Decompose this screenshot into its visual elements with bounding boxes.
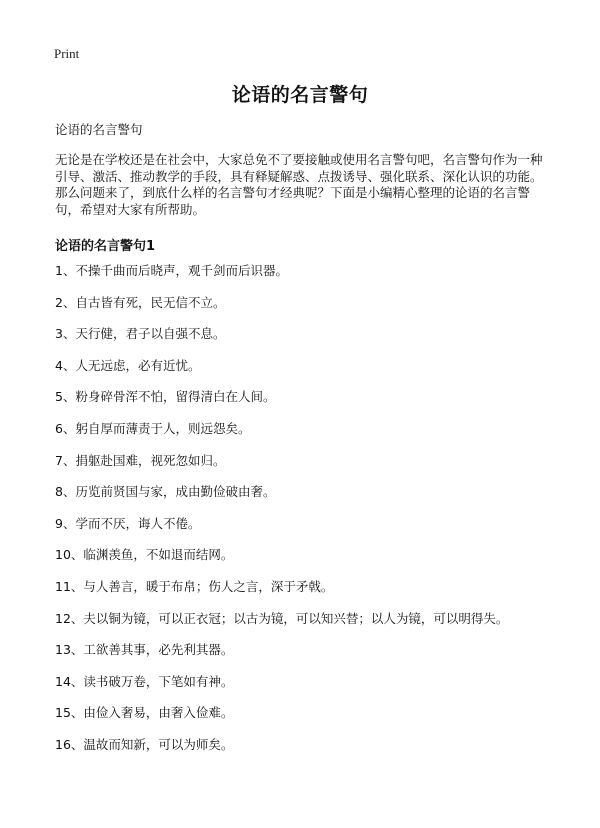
subheading: 论语的名言警句 [55,122,143,137]
section-title: 论语的名言警句1 [55,239,156,254]
quote-item: 13、工欲善其事，必先利其器。 [55,642,234,658]
quote-item: 9、学而不厌，诲人不倦。 [55,515,201,531]
quote-item: 12、夫以铜为镜，可以正衣冠；以古为镜，可以知兴替；以人为镜，可以明得失。 [55,610,509,626]
intro-paragraph: 无论是在学校还是在社会中，大家总免不了要接触或使用名言警句吧，名言警句作为一种引导、激活、推动教学的手段，具有释疑解惑、点拨诱导、强化联系、深化认识的功能。那么问题来了，到底什么样的名言警句才经典呢？下面是小编精心整理的论语的名言警句，希望对大家有所帮助。 [55,152,543,217]
quote-item: 16、温故而知新，可以为师矣。 [55,736,234,752]
quote-item: 5、粉身碎骨浑不怕，留得清白在人间。 [55,389,276,405]
print-label: Print [54,46,80,61]
quote-item: 11、与人善言，暖于布帛；伤人之言，深于矛戟。 [55,578,334,594]
quote-item: 6、躬自厚而薄责于人，则远怨矣。 [55,420,251,436]
quote-item: 8、历览前贤国与家，成由勤俭破由奢。 [55,484,276,500]
quote-item: 10、临渊羡鱼，不如退而结网。 [55,547,234,563]
quote-item: 1、不操千曲而后晓声，观千剑而后识器。 [55,263,288,278]
quote-item: 7、捐躯赴国难，视死忽如归。 [55,452,226,468]
quote-item: 2、自古皆有死，民无信不立。 [55,294,226,310]
quote-item: 4、人无远虑，必有近忧。 [55,357,201,373]
quote-item: 15、由俭入奢易，由奢入俭难。 [55,705,234,721]
quote-list [55,263,555,769]
quote-item: 14、读书破万卷，下笔如有神。 [55,673,234,689]
quote-item: 3、天行健，君子以自强不息。 [55,326,226,342]
page-title: 论语的名言警句 [231,84,369,106]
